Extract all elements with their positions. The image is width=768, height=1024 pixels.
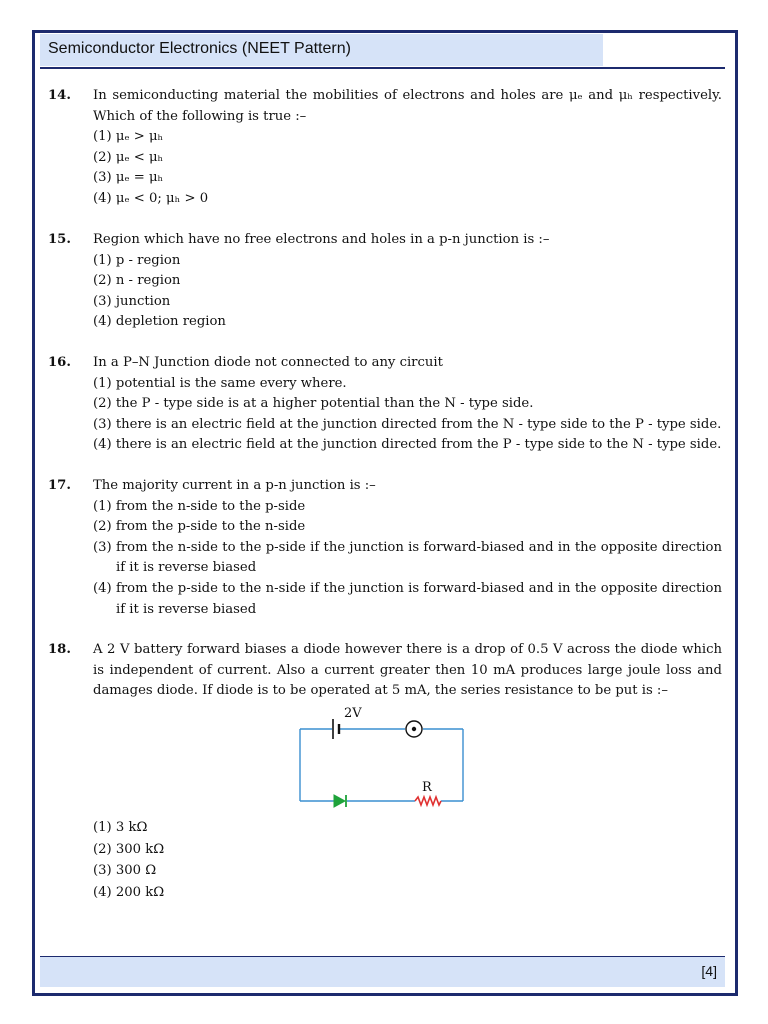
meter-icon [406, 721, 422, 737]
option-4: (4) there is an electric field at the junction directed from the P - type side to the N - type side. [93, 437, 722, 453]
option-2: (2) the P - type side is at a higher potential than the N - type side. [93, 396, 534, 412]
option-2: (2) from the p-side to the n-side [93, 519, 306, 535]
option-4: (4) 200 kΩ [93, 884, 165, 900]
option-1: (1) potential is the same every where. [93, 375, 347, 391]
question-number: 14. [48, 88, 71, 103]
question-18-options [48, 817, 722, 903]
question-stem: In semiconducting material the mobilities of electrons and holes are μₑ and μₕ respectively. Which of the following is true :– [93, 88, 722, 124]
option-3: (3) from the n-side to the p-side if the junction is forward-biased and in the opposite direction if it is reverse biased [93, 539, 722, 576]
option-3: (3) there is an electric field at the junction directed from the N - type side to the P - type side. [93, 416, 722, 432]
question-stem: In a P–N Junction diode not connected to any circuit [93, 355, 443, 370]
option-1: (1) μₑ > μₕ [93, 129, 164, 145]
option-2: (2) n - region [93, 273, 181, 289]
option-2: (2) 300 kΩ [93, 841, 165, 857]
question-number: 15. [48, 232, 71, 247]
option-3: (3) 300 Ω [93, 863, 157, 878]
question-18 [48, 640, 722, 702]
option-3: (3) junction [93, 293, 171, 309]
question-stem: Region which have no free electrons and holes in a p-n junction is :– [93, 232, 550, 247]
option-1: (1) p - region [93, 252, 181, 268]
option-3: (3) μₑ = μₕ [93, 170, 164, 186]
option-1: (1) from the n-side to the p-side [93, 498, 306, 514]
question-number: 17. [48, 478, 71, 493]
battery-icon [333, 719, 339, 739]
resistor-icon [415, 797, 441, 805]
question-15 [48, 230, 722, 333]
option-4: (4) depletion region [93, 314, 226, 330]
question-number: 18. [48, 642, 71, 657]
question-17 [48, 476, 722, 620]
resistor-label: R [422, 780, 432, 795]
question-14 [48, 86, 722, 210]
footer-bar [40, 957, 725, 987]
circuit-diagram [290, 702, 480, 814]
question-stem: A 2 V battery forward biases a diode however there is a drop of 0.5 V across the diode which is independent of current. Also a current greater then 10 mA produces large joule loss and damages diode. If diode is to be operated at 5 mA, the series resistance to be put is :– [93, 642, 722, 699]
page-number: [4] [701, 963, 717, 979]
question-16 [48, 353, 722, 456]
question-number: 16. [48, 355, 71, 370]
option-4: (4) μₑ < 0; μₕ > 0 [93, 190, 209, 206]
page-title: Semiconductor Electronics (NEET Pattern) [48, 40, 351, 57]
question-stem: The majority current in a p-n junction is :– [93, 478, 376, 493]
battery-label: 2V [344, 706, 362, 721]
header-rule [40, 67, 725, 69]
diode-icon [334, 795, 346, 807]
option-2: (2) μₑ < μₕ [93, 149, 164, 165]
option-1: (1) 3 kΩ [93, 820, 148, 835]
option-4: (4) from the p-side to the n-side if the junction is forward-biased and in the opposite direction if it is reverse biased [93, 580, 722, 617]
